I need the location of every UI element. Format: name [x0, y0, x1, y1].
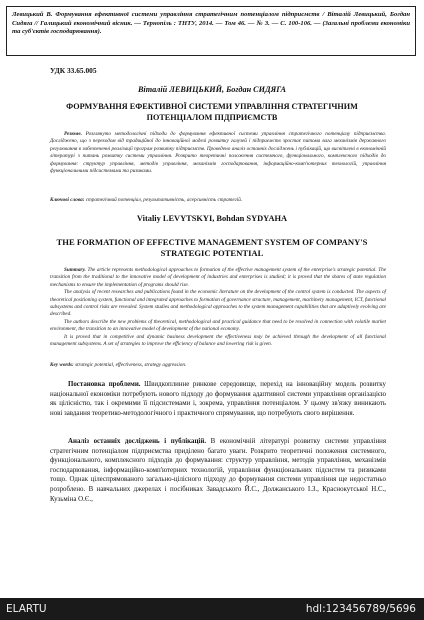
keywords-ukrainian-label: Ключові слова:: [50, 197, 85, 203]
abstract-ukrainian-label: Резюме.: [64, 131, 82, 137]
citation-text: Левицький В. Формування ефективної системи управління стратегічним потенціалом підприємств / Віталій Левицький, Богдан Сидяга // Галицький економічний вісник. — Тернопіль : ТНТУ, 2014. — Том 46. — № 3. — С. 100-106. — (Загальні проблеми економіки та суб'єктів господарювання).: [12, 11, 410, 36]
title-english: THE FORMATION OF EFFECTIVE MANAGEMENT SYSTEM OF COMPANY'S STRATEGIC POTENTIAL: [56, 237, 368, 258]
abstract-english-label: Summary.: [64, 267, 86, 273]
keywords-ukrainian-text: стратегічний потенціал, результативність, асерсивність стратегій.: [85, 197, 243, 203]
authors-english: Vitaliy LEVYTSKYI, Bohdan SYDYAHA: [136, 214, 288, 223]
section-problem-text: Швидкоплинне ринкове середовище, перехід на інноваційну модель розвитку національної економіки потребують нового підходу до формування адаптивної системи управління організацією як цілісністю, так і окремими її підсистемами і, зокрема, управління потенціалом. У цьому зв'язку виникають нові завдання теоретико-методологічного і практичного спрямування, що потребують свого вирішення.: [50, 381, 386, 417]
abstract-english-p1: The article represents methodological approaches to formation of the effective management system of the enterprise's strategic potential. The transition from the traditional to the innovative model of development of industries and enterprises is studied; it is proved that the shares of state regulation mechanisms to ensure the implementation of programs should rise.: [50, 267, 386, 288]
keywords-english: [50, 362, 386, 369]
keywords-english-text: strategic potential, effectiveness, strategy aggression.: [75, 362, 187, 368]
abstract-english: [50, 267, 386, 348]
authors-ukrainian: Віталій ЛЕВИЦЬКИЙ, Богдан СИДЯГА: [137, 85, 287, 94]
abstract-ukrainian: [50, 131, 386, 175]
keywords-ukrainian: [50, 197, 386, 204]
abstract-ukrainian-text: Розглянуто методологічні підходи до формування ефективної системи управління стратегічного потенціалу підприємства. Досліджено, що з переходом від традиційної до інноваційної моделі розвитку галузей і підприємств зростає питома вага механізмів державного регулювання в забезпеченні реалізації програм розвитку підприємств. Проведено аналіз останніх досліджень і публікацій, що висвітлені в економічній літературі з питань розвитку системи управління. Розкрито теоретичні положення системного, функціонального, комплексного підходів до формування: структур управління, методів управління, механізмів господарювання, інформаційно-комп'ютерних технологій, управління функціональними підсистемами та ризиками.: [50, 131, 387, 175]
section-literature-text: В економічній літературі розвитку системи управління стратегічним потенціалом підприємства приділено багато уваги. Розкрито теоретичні положення системного, функціонального, комплексного підходів до формування: структур управління, методів управління, механізмів господарювання, інформаційно-комп'ютерних технологій, управління функціональних підсистем та ризиками тощо. Однак цілеспрямованого загально-цілісного підходу до формування системи управління ще недостатньо розроблено. В навчальних джерелах і посібниках Завадського Й.С., Должанського І.З., Краснокутської Н.С., Кузьміна О.Є.,: [50, 438, 386, 503]
keywords-english-label: Key words:: [50, 362, 74, 368]
section-literature-heading: Аналіз останніх досліджень і публікацій.: [68, 438, 207, 445]
viewer-footer: [0, 598, 424, 620]
section-literature-review: [50, 437, 386, 504]
udk-code: УДК 33.65.005: [50, 66, 97, 75]
abstract-english-p4: It is proved that in competitive and dynamic business development the effectiveness may be achieved through the development of all functional management subsystems. A set of strategies to improve the efficiency of balance and lowering risk is given.: [50, 333, 386, 348]
abstract-english-p3: The authors describe the new problems of theoretical, methodological and practical guidance that need to be resolved in connection with volatile market environment, the transition to an innovative model of development of the national economy.: [50, 318, 386, 333]
repository-name: ELARTU: [6, 603, 47, 615]
title-ukrainian: ФОРМУВАННЯ ЕФЕКТИВНОЇ СИСТЕМИ УПРАВЛІННЯ СТРАТЕГІЧНИМ ПОТЕНЦІАЛОМ ПІДПРИЄМСТВ: [66, 102, 358, 122]
abstract-english-p2: The analysis of recent researches and publications found in the economic literature on the development of the control system is conducted. The aspects of theoretical positioning system, functional and integrated approaches to formation of governance structure, management, machinery management, ICT, functional subsystems and control risks are revealed. System studies and methodological approaches to the system management capabilities that are adaptively evolving are described.: [50, 289, 386, 318]
section-problem-statement: [50, 380, 386, 418]
section-problem-heading: Постановка проблеми.: [68, 381, 141, 388]
handle-identifier[interactable]: hdl:123456789/5696: [305, 603, 416, 615]
